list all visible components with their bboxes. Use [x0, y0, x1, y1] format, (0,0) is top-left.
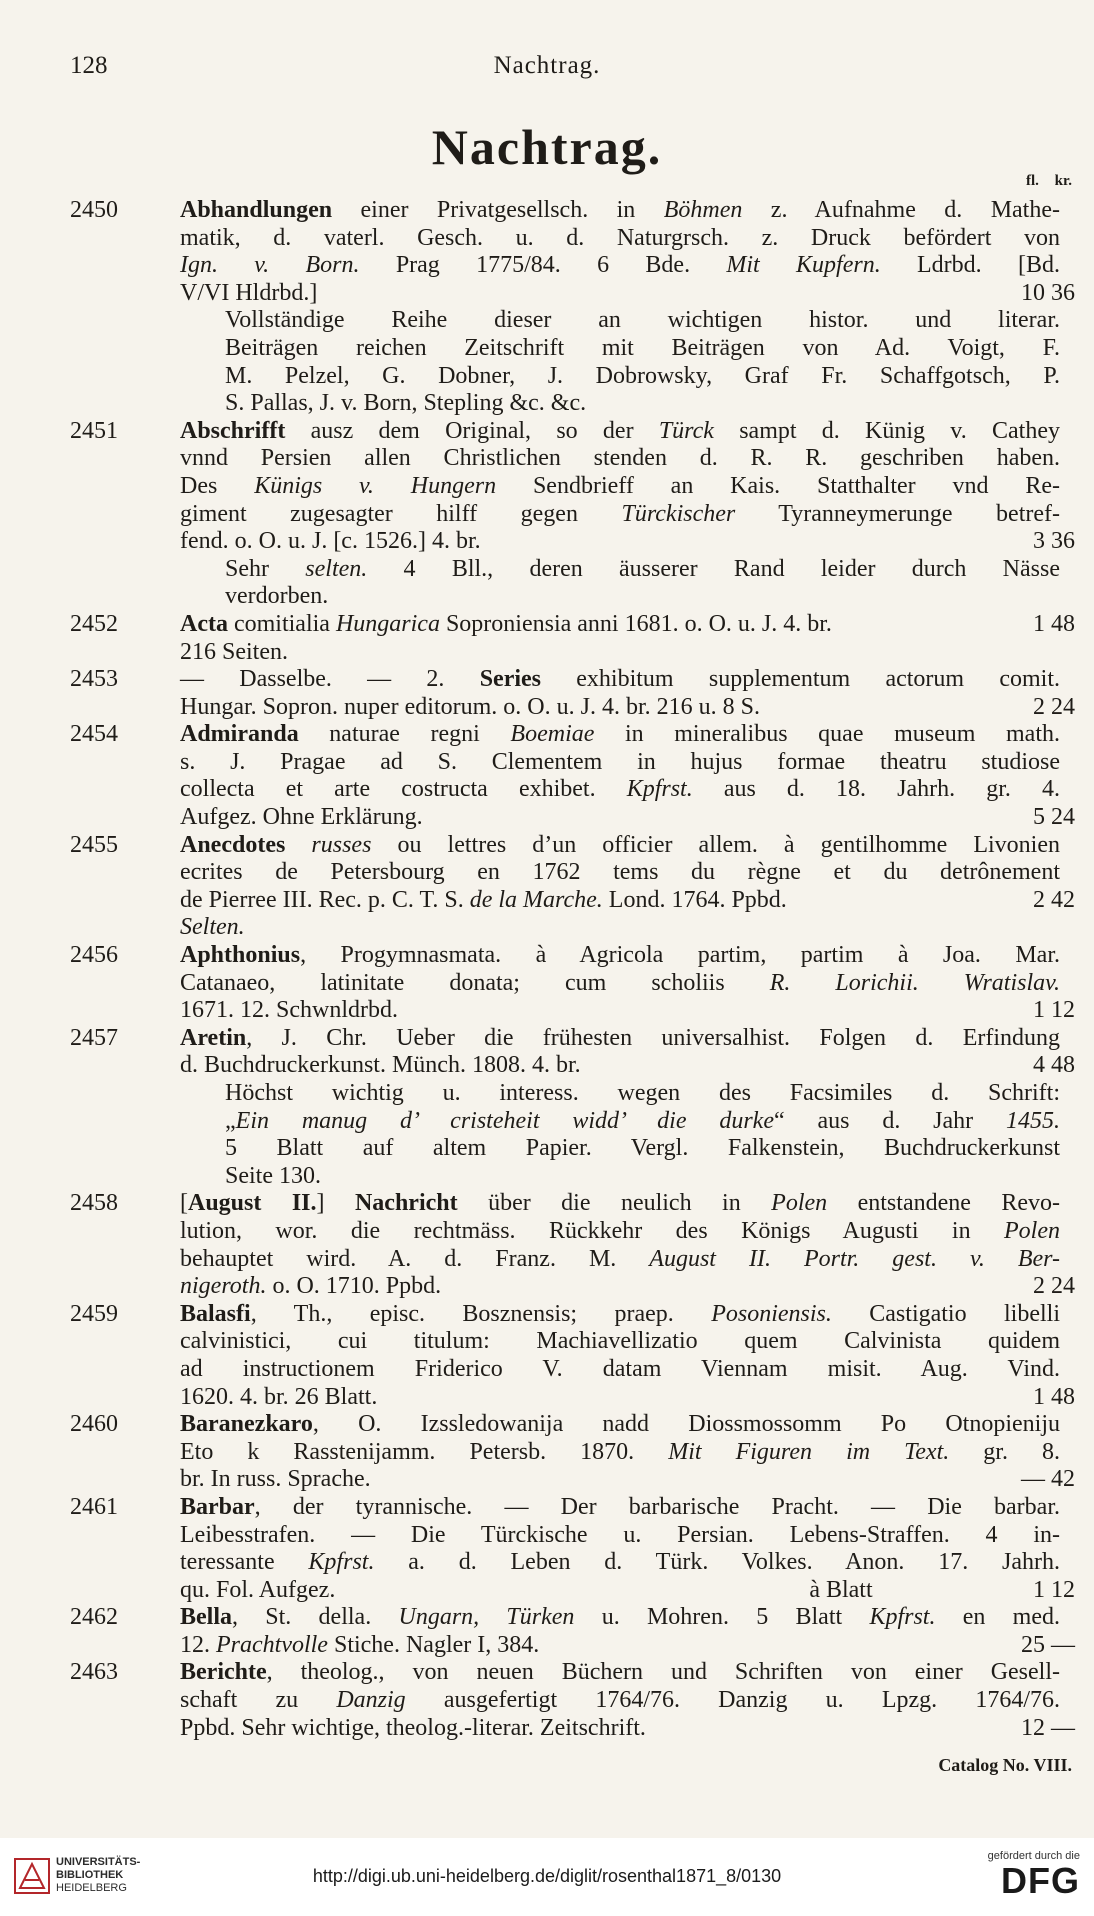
entry-line	[70, 1384, 1075, 1412]
catalog-entry	[70, 611, 1075, 666]
entry-price: 5 24	[1033, 804, 1075, 831]
entry-price: 12 —	[1021, 1714, 1075, 1741]
entry-text: Des Künigs v. Hungern Sendbrieff an Kais. Statthalter vnd Re-	[180, 472, 1061, 499]
entry-text: ecrites de Petersbourg en 1762 tems du règne et du detrônement	[180, 859, 1060, 886]
entry-text: Hungar. Sopron. nuper editorum. o. O. u. J. 4. br. 216 u. 8 S.	[180, 693, 760, 720]
entry-price: 1 48	[1033, 1383, 1075, 1410]
entry-line	[70, 1439, 1075, 1467]
entry-note-text: S. Pallas, J. v. Born, Stepling &c. &c.	[225, 390, 587, 417]
entry-line	[70, 914, 1075, 942]
entry-line	[70, 583, 1075, 611]
catalog-entry	[70, 1301, 1075, 1411]
signature-mark: Catalog No. VIII.	[938, 1755, 1072, 1775]
entry-line	[70, 335, 1075, 363]
library-name-line2: BIBLIOTHEK	[56, 1869, 124, 1881]
entry-line	[70, 528, 1075, 556]
entry-line	[70, 776, 1075, 804]
entry-line	[70, 804, 1075, 832]
entry-text: Acta comitialia Hungarica Soproniensia anni 1681. o. O. u. J. 4. br.	[180, 610, 832, 637]
catalog-entry	[70, 1494, 1075, 1604]
entry-price: 2 24	[1033, 693, 1075, 720]
entry-line	[70, 1052, 1075, 1080]
entry-text: — Dasselbe. — 2. Series exhibitum supplementum actorum comit.	[180, 666, 1060, 693]
library-name-line1: UNIVERSITÄTS-	[56, 1856, 141, 1868]
entry-price: 2 24	[1033, 1273, 1075, 1300]
entry-text: fend. o. O. u. J. [c. 1526.] 4. br.	[180, 528, 481, 555]
entry-text: 12. Prachtvolle Stiche. Nagler I, 384.	[180, 1631, 540, 1658]
entry-line	[70, 1494, 1075, 1522]
entry-line	[70, 997, 1075, 1025]
entry-text: collecta et arte costructa exhibet. Kpfrst. aus d. 18. Jahrh. gr. 4.	[180, 776, 1060, 803]
entry-text: behauptet wird. A. d. Franz. M. August II. Portr. gest. v. Ber-	[180, 1245, 1060, 1272]
entry-line	[70, 639, 1075, 667]
entry-line	[70, 225, 1075, 253]
entry-text: matik, d. vaterl. Gesch. u. d. Naturgrsch. z. Druck befördert von	[180, 224, 1060, 251]
entry-number: 2453	[70, 666, 118, 693]
entry-note-text: „Ein manug d’ cristeheit widd’ die durke“ aus d. Jahr 1455.	[225, 1107, 1060, 1134]
entry-line	[70, 666, 1075, 694]
entry-line	[70, 197, 1075, 225]
entry-text: nigeroth. o. O. 1710. Ppbd.	[180, 1273, 442, 1300]
entry-text: ad instructionem Friderico V. datam Viennam misit. Aug. Vind.	[180, 1355, 1060, 1382]
entry-line	[70, 1687, 1075, 1715]
entry-line	[70, 1273, 1075, 1301]
entry-number: 2457	[70, 1024, 118, 1051]
entry-line	[70, 1659, 1075, 1687]
entry-line	[70, 1522, 1075, 1550]
entry-line	[70, 1218, 1075, 1246]
entry-line	[70, 942, 1075, 970]
entry-line	[70, 1356, 1075, 1384]
entry-text: qu. Fol. Aufgez. à Blatt	[180, 1576, 873, 1603]
catalog-entry	[70, 1190, 1075, 1300]
entry-line	[70, 501, 1075, 529]
funder-logo[interactable]	[988, 1850, 1080, 1900]
entry-note-text: 5 Blatt auf altem Papier. Vergl. Falkenstein, Buchdruckerkunst	[225, 1135, 1060, 1162]
entry-note-text: verdorben.	[225, 583, 329, 610]
entry-text: 216 Seiten.	[180, 638, 288, 665]
entry-text: vnnd Persien allen Christlichen stenden d. R. R. geschriben haben.	[180, 445, 1060, 472]
entry-text: Selten.	[180, 914, 245, 941]
entry-line	[70, 721, 1075, 749]
entry-line	[70, 363, 1075, 391]
catalog-entry	[70, 721, 1075, 831]
entry-text: teressante Kpfrst. a. d. Leben d. Türk. Volkes. Anon. 17. Jahrh.	[180, 1549, 1060, 1576]
entry-line	[70, 1549, 1075, 1577]
catalog-entry	[70, 942, 1075, 1025]
entry-number: 2462	[70, 1604, 118, 1631]
entry-text: br. In russ. Sprache.	[180, 1466, 371, 1493]
entry-text: V/VI Hldrbd.]	[180, 279, 318, 306]
catalog-entry	[70, 1025, 1075, 1191]
entry-line	[70, 611, 1075, 639]
entry-line	[70, 252, 1075, 280]
entry-line	[70, 887, 1075, 915]
entry-text: Admiranda naturae regni Boemiae in mineralibus quae museum math.	[180, 721, 1060, 748]
entry-number: 2461	[70, 1493, 118, 1520]
entry-line	[70, 1604, 1075, 1632]
entry-text: [August II.] Nachricht über die neulich in Polen entstandene Revo-	[180, 1190, 1061, 1217]
entry-line	[70, 1190, 1075, 1218]
currency-header: fl. kr.	[1025, 173, 1072, 189]
entry-line	[70, 1411, 1075, 1439]
entry-line	[70, 1301, 1075, 1329]
entry-number: 2456	[70, 942, 118, 969]
entry-price: 25 —	[1021, 1631, 1075, 1658]
entry-line	[70, 1080, 1075, 1108]
entry-number: 2451	[70, 417, 118, 444]
entry-number: 2463	[70, 1659, 118, 1686]
entry-price: 1 12	[1033, 1576, 1075, 1603]
catalog-entries	[70, 197, 1075, 1742]
entry-number: 2452	[70, 610, 118, 637]
entry-text: Aretin, J. Chr. Ueber die frühesten universalhist. Folgen d. Erfindung	[180, 1024, 1060, 1051]
library-name-line3: HEIDELBERG	[56, 1882, 127, 1894]
entry-text: calvinistici, cui titulum: Machiavellizatio quem Calvinista quidem	[180, 1328, 1060, 1355]
entry-line	[70, 1466, 1075, 1494]
entry-number: 2459	[70, 1300, 118, 1327]
catalog-entry	[70, 1411, 1075, 1494]
entry-line	[70, 970, 1075, 998]
entry-text: Berichte, theolog., von neuen Büchern und Schriften von einer Gesell-	[180, 1659, 1060, 1686]
dfg-logo-text: DFG	[1001, 1860, 1080, 1901]
entry-line	[70, 1025, 1075, 1053]
entry-line	[70, 1577, 1075, 1605]
entry-line	[70, 859, 1075, 887]
entry-note-text: M. Pelzel, G. Dobner, J. Dobrowsky, Graf Fr. Schaffgotsch, P.	[225, 362, 1060, 389]
entry-price: 1 12	[1033, 997, 1075, 1024]
entry-price: 2 42	[1033, 886, 1075, 913]
entry-line	[70, 832, 1075, 860]
entry-text: Ign. v. Born. Prag 1775/84. 6 Bde. Mit Kupfern. Ldrbd. [Bd.	[180, 252, 1060, 279]
entry-text: Barbar, der tyrannische. — Der barbarische Pracht. — Die barbar.	[180, 1493, 1060, 1520]
entry-line	[70, 1328, 1075, 1356]
entry-text: Abschrifft ausz dem Original, so der Türck sampt d. Künig v. Cathey	[180, 417, 1060, 444]
entry-line	[70, 280, 1075, 308]
digital-library-footer	[0, 1838, 1094, 1916]
entry-price: 10 36	[1021, 279, 1075, 306]
entry-line	[70, 445, 1075, 473]
entry-note-text: Höchst wichtig u. interess. wegen des Facsimiles d. Schrift:	[225, 1080, 1060, 1106]
entry-note-text: Seite 130.	[225, 1162, 321, 1189]
entry-text: Abhandlungen einer Privatgesellsch. in Böhmen z. Aufnahme d. Mathe-	[180, 197, 1060, 223]
entry-text: Ppbd. Sehr wichtige, theolog.-literar. Zeitschrift.	[180, 1714, 646, 1741]
entry-price: 4 48	[1033, 1052, 1075, 1079]
entry-text: Anecdotes russes ou lettres d’un officier allem. à gentilhomme Livonien	[180, 831, 1061, 858]
entry-text: schaft zu Danzig ausgefertigt 1764/76. Danzig u. Lpzg. 1764/76.	[180, 1687, 1060, 1714]
funder-caption: gefördert durch die	[987, 1850, 1080, 1862]
entry-text: d. Buchdruckerkunst. Münch. 1808. 4. br.	[180, 1052, 581, 1079]
entry-text: Catanaeo, latinitate donata; cum scholiis R. Lorichii. Wratislav.	[180, 969, 1060, 996]
entry-number: 2454	[70, 721, 118, 748]
entry-text: Aphthonius, Progymnasmata. à Agricola partim, partim à Joa. Mar.	[180, 942, 1060, 969]
entry-text: Eto k Rasstenijamm. Petersb. 1870. Mit Figuren im Text. gr. 8.	[180, 1438, 1061, 1465]
entry-number: 2455	[70, 831, 118, 858]
page-number: 128	[70, 52, 108, 79]
entry-line	[70, 749, 1075, 777]
catalog-entry	[70, 418, 1075, 611]
entry-line	[70, 1135, 1075, 1163]
entry-line	[70, 1163, 1075, 1191]
entry-line	[70, 1246, 1075, 1274]
entry-text: 1620. 4. br. 26 Blatt.	[180, 1383, 378, 1410]
catalog-entry	[70, 197, 1075, 418]
entry-text: lution, wor. die rechtmäss. Rückkehr des Königs Augusti in Polen	[180, 1217, 1060, 1244]
entry-text: Baranezkaro, O. Izssledowanija nadd Diossmossomm Po Otnopieniju	[180, 1411, 1060, 1438]
entry-line	[70, 390, 1075, 418]
entry-line	[70, 556, 1075, 584]
entry-line	[70, 1715, 1075, 1743]
entry-line	[70, 694, 1075, 722]
entry-text: Balasfi, Th., episc. Bosznensis; praep. Posoniensis. Castigatio libelli	[180, 1300, 1060, 1327]
entry-price: 1 48	[1033, 610, 1075, 637]
entry-text: 1671. 12. Schwnldrbd.	[180, 997, 398, 1024]
entry-line	[70, 1108, 1075, 1136]
entry-text: Bella, St. della. Ungarn, Türken u. Mohren. 5 Blatt Kpfrst. en med.	[180, 1604, 1060, 1631]
entry-line	[70, 473, 1075, 501]
catalog-entry	[70, 1659, 1075, 1742]
permalink-url[interactable]: http://digi.ub.uni-heidelberg.de/diglit/rosenthal1871_8/0130	[312, 1866, 782, 1886]
entry-text: Leibesstrafen. — Die Türckische u. Persian. Lebens-Straffen. 4 in-	[180, 1521, 1060, 1548]
catalog-entry	[70, 1604, 1075, 1659]
entry-price: — 42	[1021, 1466, 1075, 1493]
entry-note-text: Sehr selten. 4 Bll., deren äusserer Rand leider durch Nässe	[225, 555, 1061, 582]
entry-number: 2460	[70, 1411, 118, 1438]
entry-text: Aufgez. Ohne Erklärung.	[180, 804, 423, 831]
entry-price: 3 36	[1033, 528, 1075, 555]
entry-line	[70, 418, 1075, 446]
section-title: Nachtrag.	[431, 119, 663, 175]
entry-line	[70, 1632, 1075, 1660]
catalog-entry	[70, 832, 1075, 942]
catalog-entry	[70, 666, 1075, 721]
entry-number: 2450	[70, 197, 118, 223]
entry-text: giment zugesagter hilff gegen Türckischer Tyranneymerunge betref-	[180, 500, 1060, 527]
entry-number: 2458	[70, 1190, 118, 1217]
running-title: Nachtrag.	[493, 52, 601, 79]
entry-note-text: Beiträgen reichen Zeitschrift mit Beiträgen von Ad. Voigt, F.	[225, 334, 1060, 361]
entry-text: de Pierree III. Rec. p. C. T. S. de la Marche. Lond. 1764. Ppbd.	[180, 886, 787, 913]
entry-text: s. J. Pragae ad S. Clementem in hujus formae theatru studiose	[180, 748, 1060, 775]
entry-note-text: Vollständige Reihe dieser an wichtigen histor. und literar.	[225, 307, 1060, 334]
entry-line	[70, 307, 1075, 335]
